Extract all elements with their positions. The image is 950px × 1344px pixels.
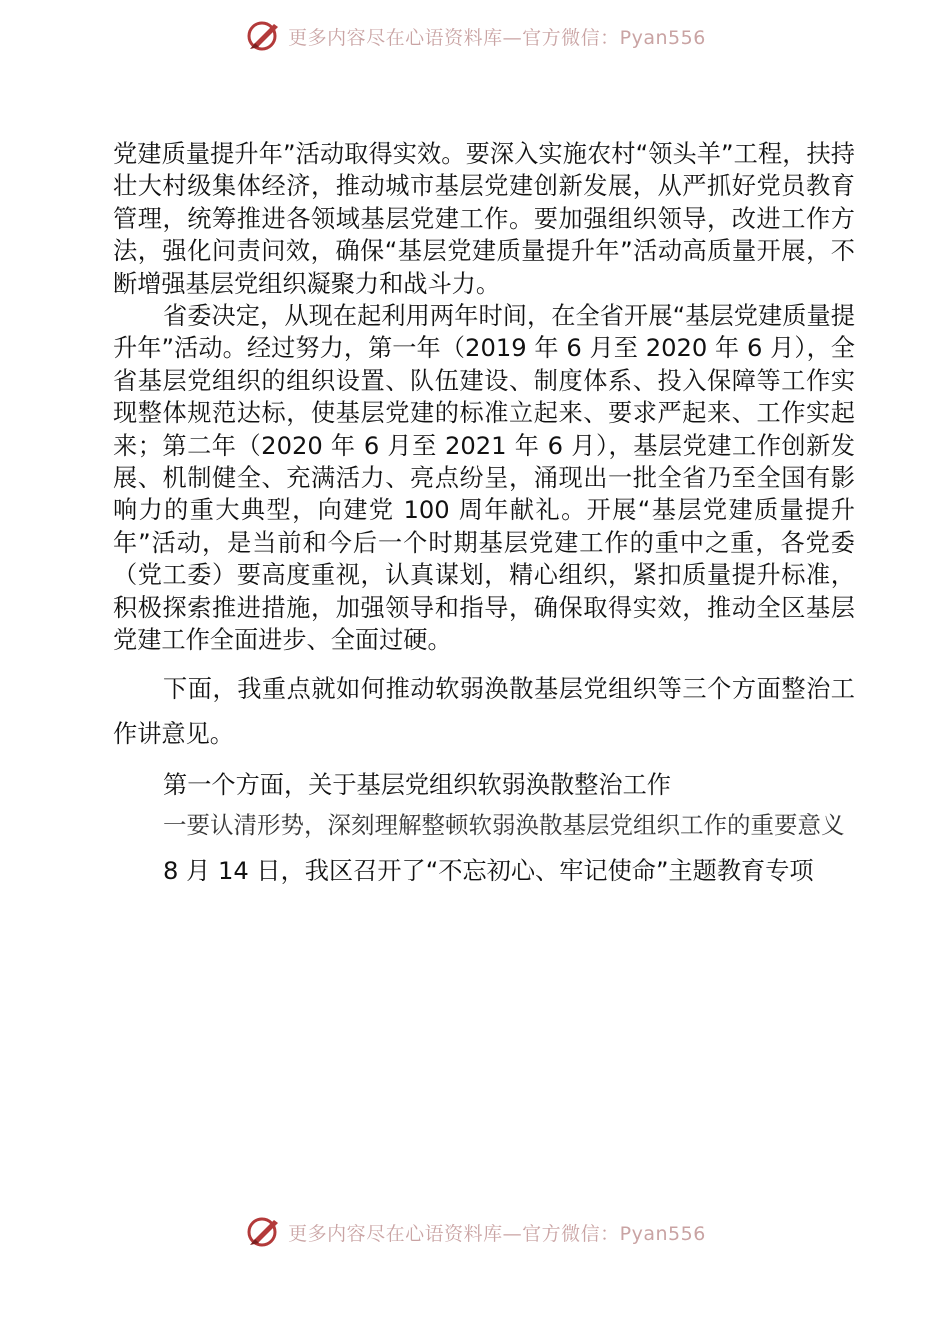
paragraph-2: 省委决定，从现在起利用两年时间，在全省开展“基层党建质量提升年”活动。经过努力，第一年（2019 年 6 月至 2020 年 6 月），全省基层党组织的组织设置、队伍建设、制度体系、投入保障等工作实现整体规范达标，使基层党建的标准立起来、要求严起来、工作实起来；第二年（2020 年 6 月至 2021 年 6 月），基层党建工作创新发展、机制健全、充满活力、亮点纷呈，涌现出一批全省乃至全国有影响力的重大典型，向建党 100 周年献礼。开展“基层党建质量提升年”活动，是当前和今后一个时期基层党建工作的重中之重，各党委（党工委）要高度重视，认真谋划，精心组织，紧扣质量提升标准，积极探索推进措施，加强领导和指导，确保取得实效，推动全区基层党建工作全面进步、全面过硬。 — [113, 302, 855, 655]
pen-logo-icon — [244, 1214, 284, 1250]
section-heading: 第一个方面，关于基层党组织软弱涣散整治工作 — [163, 770, 671, 799]
banner-text: 更多内容尽在心语资料库—官方微信：Pyan556 — [288, 26, 706, 49]
paragraph-3: 下面，我重点就如何推动软弱涣散基层党组织等三个方面整治工作讲意见。 — [113, 674, 855, 748]
banner-text: 更多内容尽在心语资料库—官方微信：Pyan556 — [288, 1222, 706, 1245]
footer-banner — [0, 1212, 950, 1252]
pen-logo-icon — [244, 18, 284, 54]
paragraph-1: 党建质量提升年”活动取得实效。要深入实施农村“领头羊”工程，扶持壮大村级集体经济，推动城市基层党建创新发展，从严抓好党员教育管理，统筹推进各领域基层党建工作。要加强组织领导，改进工作方法，强化问责问效，确保“基层党建质量提升年”活动高质量开展，不断增强基层党组织凝聚力和战斗力。 — [113, 140, 855, 298]
header-banner — [0, 16, 950, 56]
wechat-handle: Pyan556 — [619, 26, 706, 49]
subheading: 一要认清形势，深刻理解整顿软弱涣散基层党组织工作的重要意义 — [163, 810, 845, 839]
wechat-handle: Pyan556 — [619, 1222, 706, 1245]
document-body — [113, 138, 855, 891]
paragraph-6: 8 月 14 日，我区召开了“不忘初心、牢记使命”主题教育专项 — [163, 856, 814, 885]
